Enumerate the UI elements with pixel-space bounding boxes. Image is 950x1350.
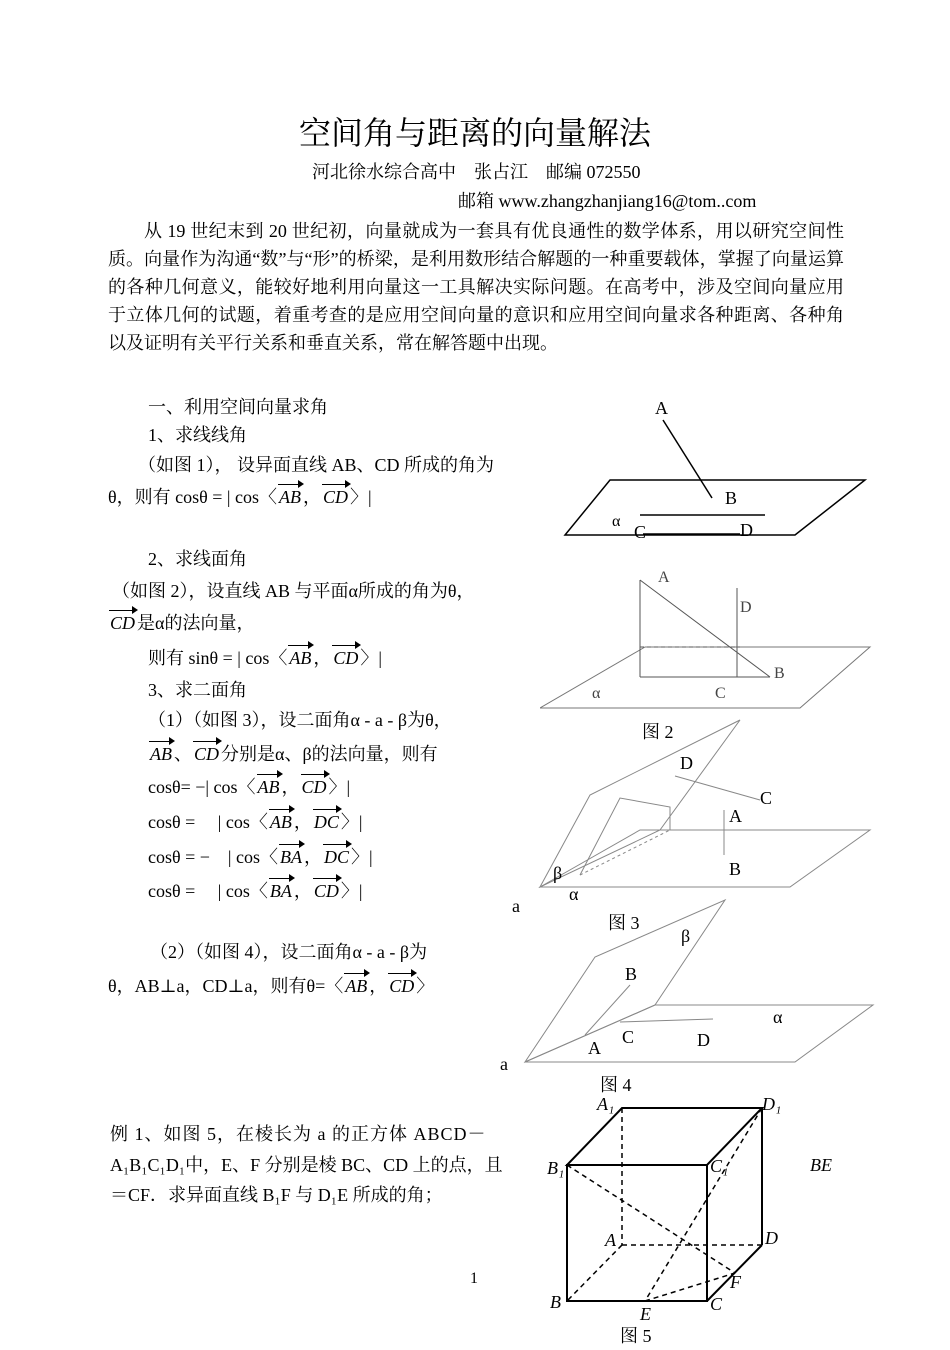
formula-text: cosθ = | cos〈 — [148, 881, 268, 901]
formula-line — [148, 773, 350, 801]
vector-ab: AB — [148, 740, 174, 768]
plane-alpha — [565, 480, 865, 535]
comma: ， — [303, 487, 321, 507]
label-d: D — [765, 1228, 778, 1248]
formula-text: 〉| — [360, 648, 383, 668]
label-f: F — [730, 1272, 741, 1292]
line-ab — [640, 580, 770, 677]
text-line: （2）（如图 4），设二面角α - a - β为 — [150, 942, 428, 962]
label-d: D — [680, 753, 693, 773]
subsection-heading: 1、求线线角 — [148, 425, 247, 445]
vector-ba: BA — [278, 843, 304, 871]
vector-cd: CD — [108, 609, 137, 637]
label-d: D — [740, 599, 752, 616]
label-c: C — [622, 1027, 635, 1047]
figure-4 — [495, 895, 885, 1100]
figure-caption: 图 2 — [642, 722, 674, 742]
label-alpha: α — [612, 513, 621, 530]
vector-cd: CD — [312, 877, 341, 905]
formula-text: 〉| — [350, 487, 372, 507]
line-ab — [663, 420, 712, 498]
comma: ， — [281, 777, 300, 797]
label-a: A — [588, 1038, 601, 1058]
label-alpha: α — [592, 685, 601, 702]
formula-text: cosθ = | cos〈 — [148, 812, 268, 832]
example-line: 例 1、如图 5，在棱长为 a 的正方体 ABCD－ — [110, 1124, 487, 1144]
formula-text: θ，AB⊥a，CD⊥a，则有θ=〈 — [108, 976, 344, 996]
formula-line — [108, 972, 434, 1000]
formula-text: θ，则有 cosθ = | cos〈 — [108, 487, 277, 507]
vector-cd: CD — [331, 644, 360, 672]
label-alpha: α — [773, 1007, 783, 1027]
plane-alpha — [540, 830, 870, 887]
vector-dc: DC — [322, 843, 351, 871]
formula-text: 〉| — [328, 777, 351, 797]
vector-ab: AB — [256, 773, 282, 801]
comma: ， — [293, 881, 312, 901]
label-beta: β — [681, 926, 691, 946]
subsection-heading: 3、求二面角 — [148, 680, 247, 700]
vector-cd: CD — [387, 972, 416, 1000]
label-a: A — [655, 398, 668, 418]
text: 分别是α、β的法向量，则有 — [221, 744, 438, 764]
dihedral-dash — [580, 830, 670, 875]
comma: ， — [304, 847, 323, 867]
vector-ab: AB — [268, 808, 294, 836]
label-c: C — [634, 522, 647, 542]
cube-hidden-ab — [567, 1245, 622, 1301]
label-a: A — [605, 1230, 616, 1250]
author-line: 河北徐水综合高中 张占江 邮编 072550 — [312, 162, 641, 182]
vector-ba: BA — [268, 877, 294, 905]
label-d: D — [740, 520, 753, 540]
formula-line — [148, 843, 373, 871]
formula-text: 〉| — [351, 847, 373, 867]
text-line: （如图 2），设直线 AB 与平面α所成的角为θ， — [112, 581, 475, 601]
label-b1: B₁ — [547, 1158, 565, 1178]
figure-1 — [550, 390, 880, 550]
label-d1: D₁ — [762, 1094, 782, 1114]
plane-beta — [540, 720, 740, 887]
label-b: B — [550, 1292, 561, 1312]
line-dc — [675, 776, 760, 800]
line-b1f — [567, 1165, 735, 1273]
page-title: 空间角与距离的向量解法 — [298, 115, 651, 151]
page-number: 1 — [470, 1270, 478, 1287]
formula-text: 〉| — [340, 881, 363, 901]
label-b: B — [625, 964, 638, 984]
label-beta: β — [553, 863, 563, 883]
vector-cd: CD — [192, 740, 221, 768]
formula-text: 〉| — [340, 812, 363, 832]
formula-line — [148, 808, 363, 836]
section-heading: 一、利用空间向量求角 — [148, 397, 328, 417]
label-c: C — [710, 1294, 723, 1314]
comma: ， — [293, 812, 312, 832]
line-cd — [620, 1019, 713, 1022]
comma: ， — [313, 648, 332, 668]
label-d: D — [697, 1030, 710, 1050]
label-b: B — [725, 488, 738, 508]
label-a1: A₁ — [597, 1094, 615, 1114]
example-be: BE — [810, 1155, 832, 1175]
intro-paragraph: 从 19 世纪末到 20 世纪初，向量就成为一套具有优良通性的数学体系，用以研究空间性质。向量作为沟通“数”与“形”的桥梁，是利用数形结合解题的一种重要载体，掌握了向量运算的各种几何意义，能较好地利用向量这一工具解决实际问题。在高考中，涉及空间向量应用于立体几何的试题，着重考查的是应用空间向量的意识和应用空间向量求各种距离、各种角以及证明有关平行关系和垂直关系，常在解答题中出现。 — [108, 221, 844, 353]
figure-5 — [540, 1088, 790, 1348]
example-line: A₁B₁C₁D₁中，E、F 分别是棱 BC、CD 上的点，且 — [110, 1155, 503, 1175]
figure-caption: 图 3 — [608, 913, 640, 933]
vector-dc: DC — [312, 808, 341, 836]
label-b: B — [774, 665, 785, 682]
text: 是α的法向量， — [137, 613, 255, 633]
label-edge-a: a — [512, 896, 520, 916]
formula-line — [108, 483, 372, 511]
formula-text: cosθ = − | cos〈 — [148, 847, 279, 867]
text-line — [148, 740, 438, 768]
email-line: 邮箱 www.zhangzhanjiang16@tom..com — [458, 191, 757, 211]
vector-cd: CD — [300, 773, 329, 801]
text-line — [108, 609, 254, 637]
subsection-heading: 2、求线面角 — [148, 549, 247, 569]
label-alpha: α — [569, 884, 579, 904]
vector-ab: AB — [287, 644, 313, 672]
label-a: A — [729, 806, 742, 826]
figure-caption: 图 5 — [620, 1326, 652, 1346]
text-line: （如图 1）， 设异面直线 AB、CD 所成的角为 — [138, 455, 495, 475]
label-edge-a: a — [500, 1054, 508, 1074]
label-c1: C₁ — [710, 1156, 729, 1176]
line-d1e — [645, 1108, 762, 1301]
label-c: C — [760, 788, 773, 808]
label-e: E — [640, 1304, 651, 1324]
formula-line — [148, 877, 363, 905]
vector-cd: CD — [321, 483, 350, 511]
sep: 、 — [174, 744, 192, 764]
label-b: B — [729, 859, 742, 879]
formula-text: 〉 — [416, 976, 435, 996]
formula-line — [148, 644, 382, 672]
formula-text: cosθ= −| cos〈 — [148, 777, 256, 797]
vector-ab: AB — [277, 483, 303, 511]
figure-caption: 图 4 — [600, 1075, 632, 1095]
label-c: C — [715, 685, 726, 702]
vector-ab: AB — [343, 972, 369, 1000]
example-line: ＝CF．求异面直线 B₁F 与 D₁E 所成的角； — [110, 1185, 443, 1205]
comma: ， — [369, 976, 388, 996]
label-a: A — [658, 569, 670, 586]
text-line: （1）（如图 3），设二面角α - a - β为θ， — [148, 710, 452, 730]
formula-text: 则有 sinθ = | cos〈 — [148, 648, 288, 668]
